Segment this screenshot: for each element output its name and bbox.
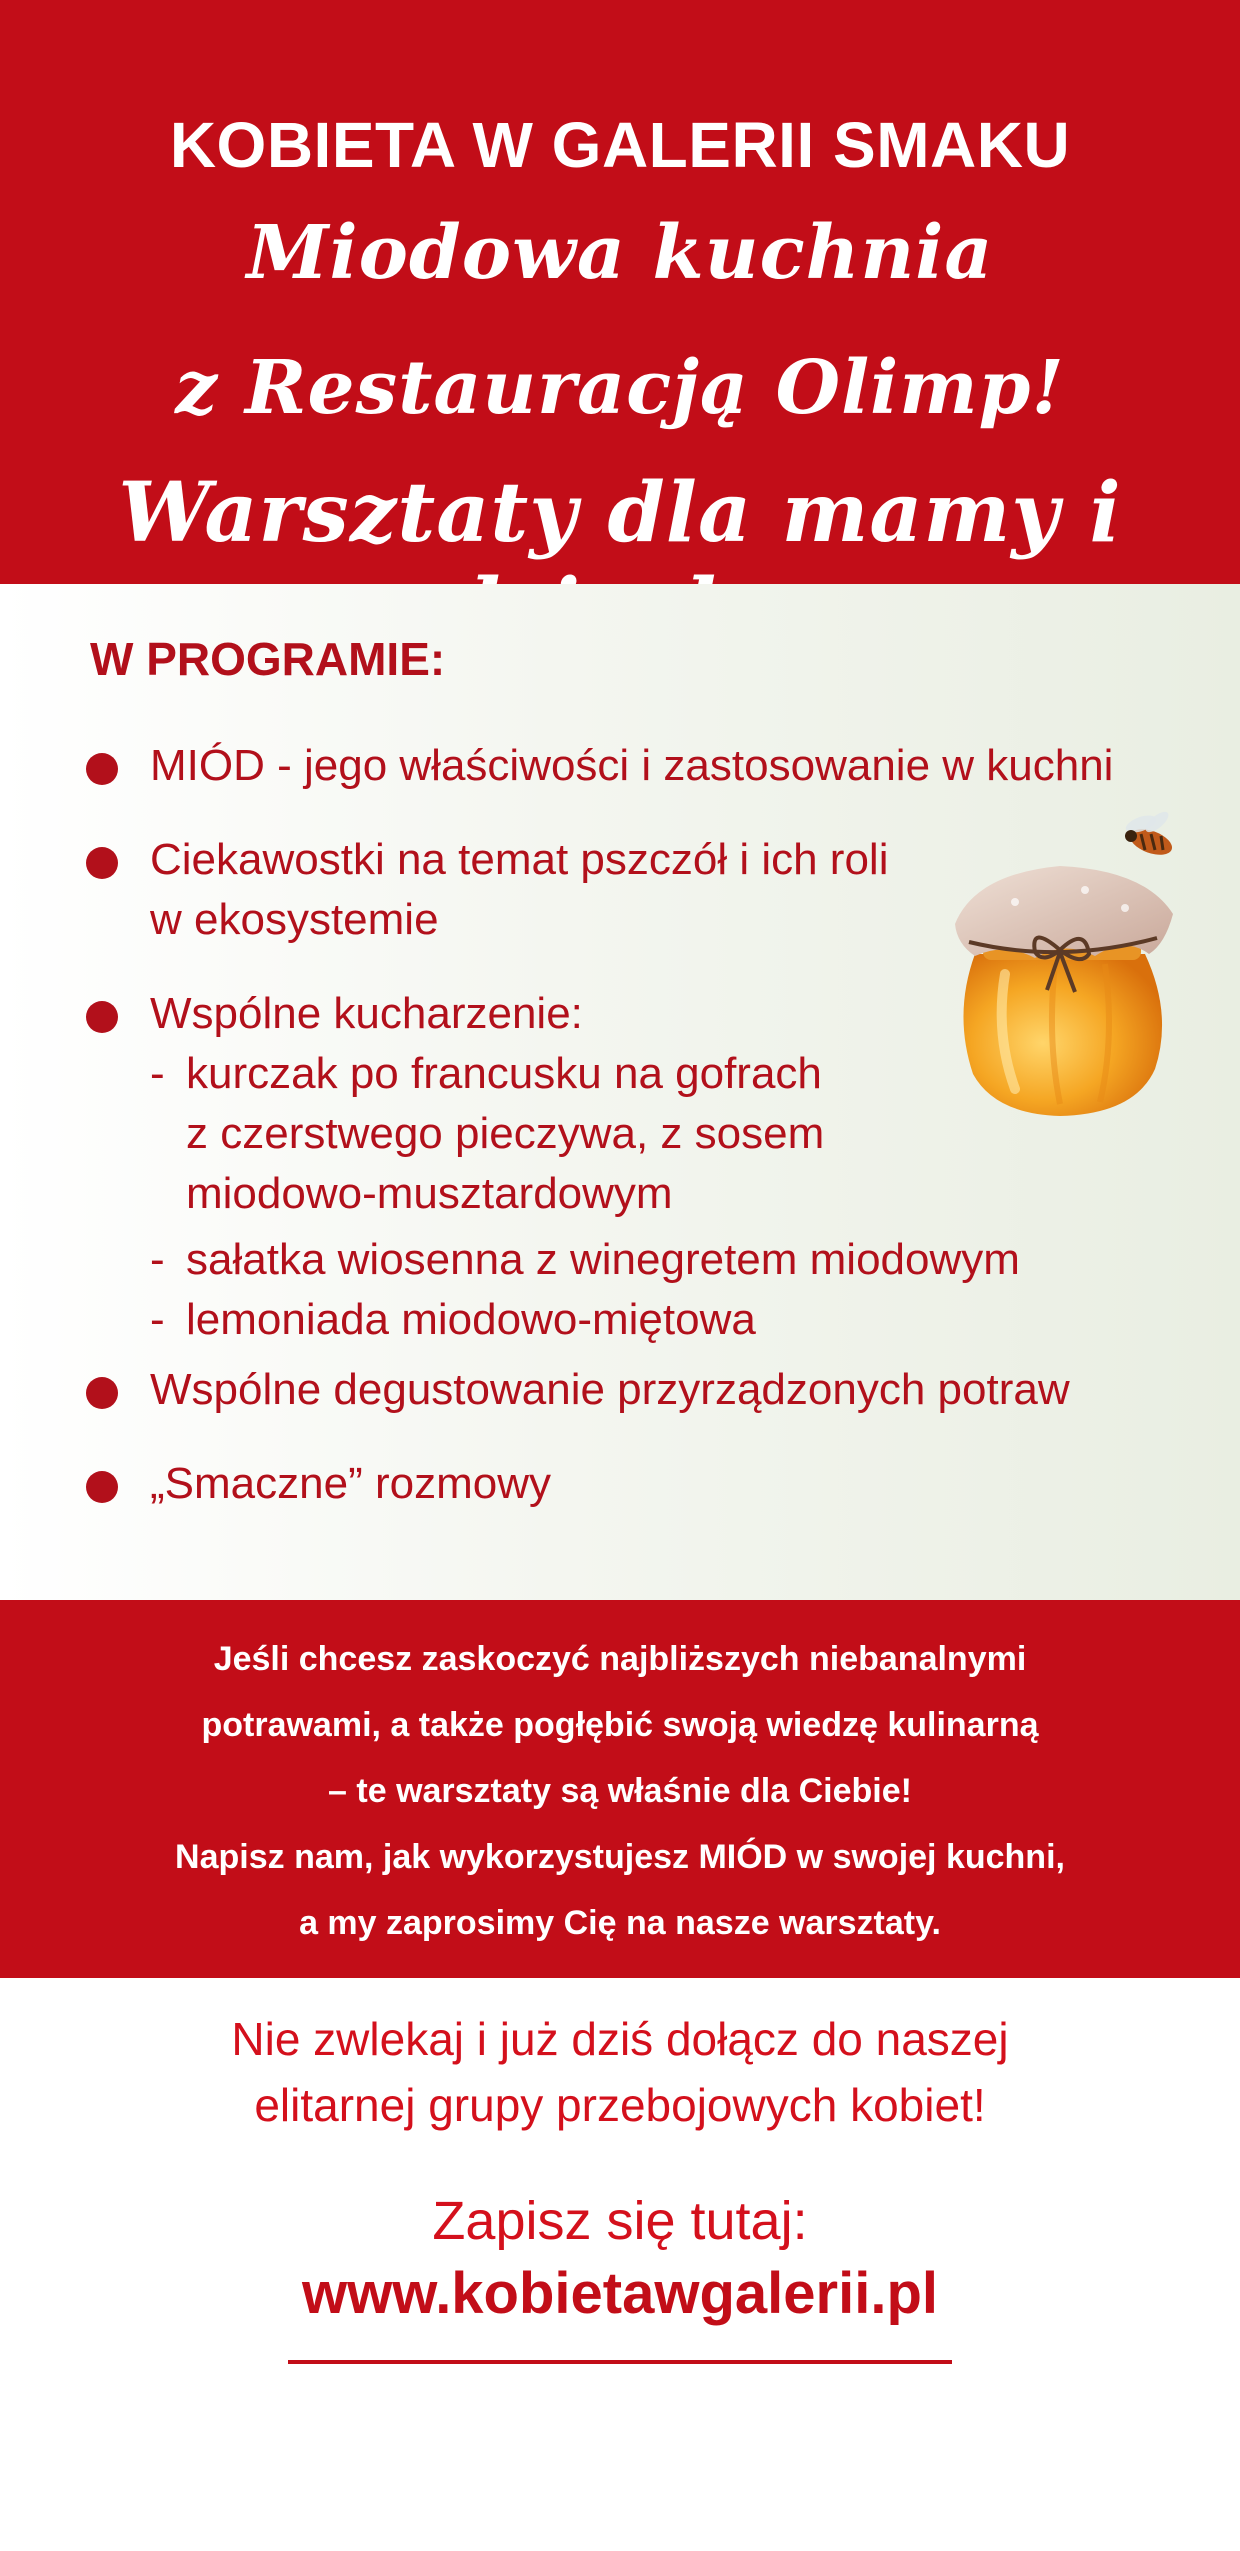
- program-section: [0, 584, 1240, 1600]
- subitem-text: lemoniada miodowo-miętowa: [186, 1295, 756, 1344]
- header-banner: [0, 0, 1240, 584]
- subitem-text: sałatka wiosenna z winegretem miodowym: [186, 1235, 1020, 1284]
- program-item-text: Ciekawostki na temat pszczół i ich roli: [150, 835, 889, 884]
- program-subitem: - lemoniada miodowo-miętowa: [150, 1295, 756, 1344]
- info-text-line: – te warsztaty są właśnie dla Ciebie!: [328, 1772, 912, 1810]
- script-title-line-3: Warsztaty dla mamy i: [118, 465, 1122, 561]
- signup-label: Zapisz się tutaj:: [432, 2191, 808, 2251]
- script-title-line-1: Miodowa kuchnia: [246, 210, 994, 296]
- subitem-text: kurczak po francusku na gofrach: [186, 1049, 822, 1098]
- red-dot-icon: [86, 1471, 118, 1503]
- info-text-line: a my zaprosimy Cię na nasze warsztaty.: [299, 1904, 941, 1942]
- program-heading: W PROGRAMIE:: [90, 633, 446, 685]
- red-dot-icon: [86, 753, 118, 785]
- program-item-text: MIÓD - jego właściwości i zastosowanie w kuchni: [150, 741, 1114, 790]
- cta-line: elitarnej grupy przebojowych kobiet!: [254, 2079, 986, 2131]
- red-dot-icon: [86, 1001, 118, 1033]
- footer-section: [0, 1978, 1240, 2551]
- bee-icon: [1124, 808, 1176, 859]
- event-title: KOBIETA W GALERII SMAKU: [169, 109, 1071, 181]
- program-item-text: „Smaczne” rozmowy: [150, 1459, 551, 1508]
- honey-jar-illustration: [935, 804, 1195, 1124]
- info-text-line: Jeśli chcesz zaskoczyć najbliższych niebanalnymi: [213, 1640, 1027, 1678]
- program-item-text: Wspólne degustowanie przyrządzonych potraw: [150, 1365, 1070, 1414]
- program-item-text: Wspólne kucharzenie:: [150, 989, 583, 1038]
- url-underline: [288, 2360, 952, 2364]
- program-subitem: - sałatka wiosenna z winegretem miodowym: [150, 1235, 1020, 1284]
- red-dot-icon: [86, 847, 118, 879]
- subitem-text: z czerstwego pieczywa, z sosem: [186, 1109, 825, 1158]
- program-subitem: - kurczak po francusku na gofrach z czerstwego pieczywa, z sosem miodowo-musztardowym: [150, 1044, 824, 1224]
- info-text-line: potrawami, a także pogłębić swoją wiedzę kulinarną: [201, 1706, 1039, 1744]
- info-band: [0, 1600, 1240, 1978]
- script-title-line-2: z Restauracją Olimp!: [175, 345, 1065, 431]
- info-text-line: Napisz nam, jak wykorzystujesz MIÓD w swojej kuchni,: [175, 1838, 1065, 1876]
- red-dot-icon: [86, 1377, 118, 1409]
- program-item-text: w ekosystemie: [150, 895, 439, 944]
- subitem-text: miodowo-musztardowym: [186, 1169, 673, 1218]
- website-link[interactable]: www.kobietawgalerii.pl: [302, 2261, 938, 2326]
- cta-line: Nie zwlekaj i już dziś dołącz do naszej: [231, 2013, 1009, 2065]
